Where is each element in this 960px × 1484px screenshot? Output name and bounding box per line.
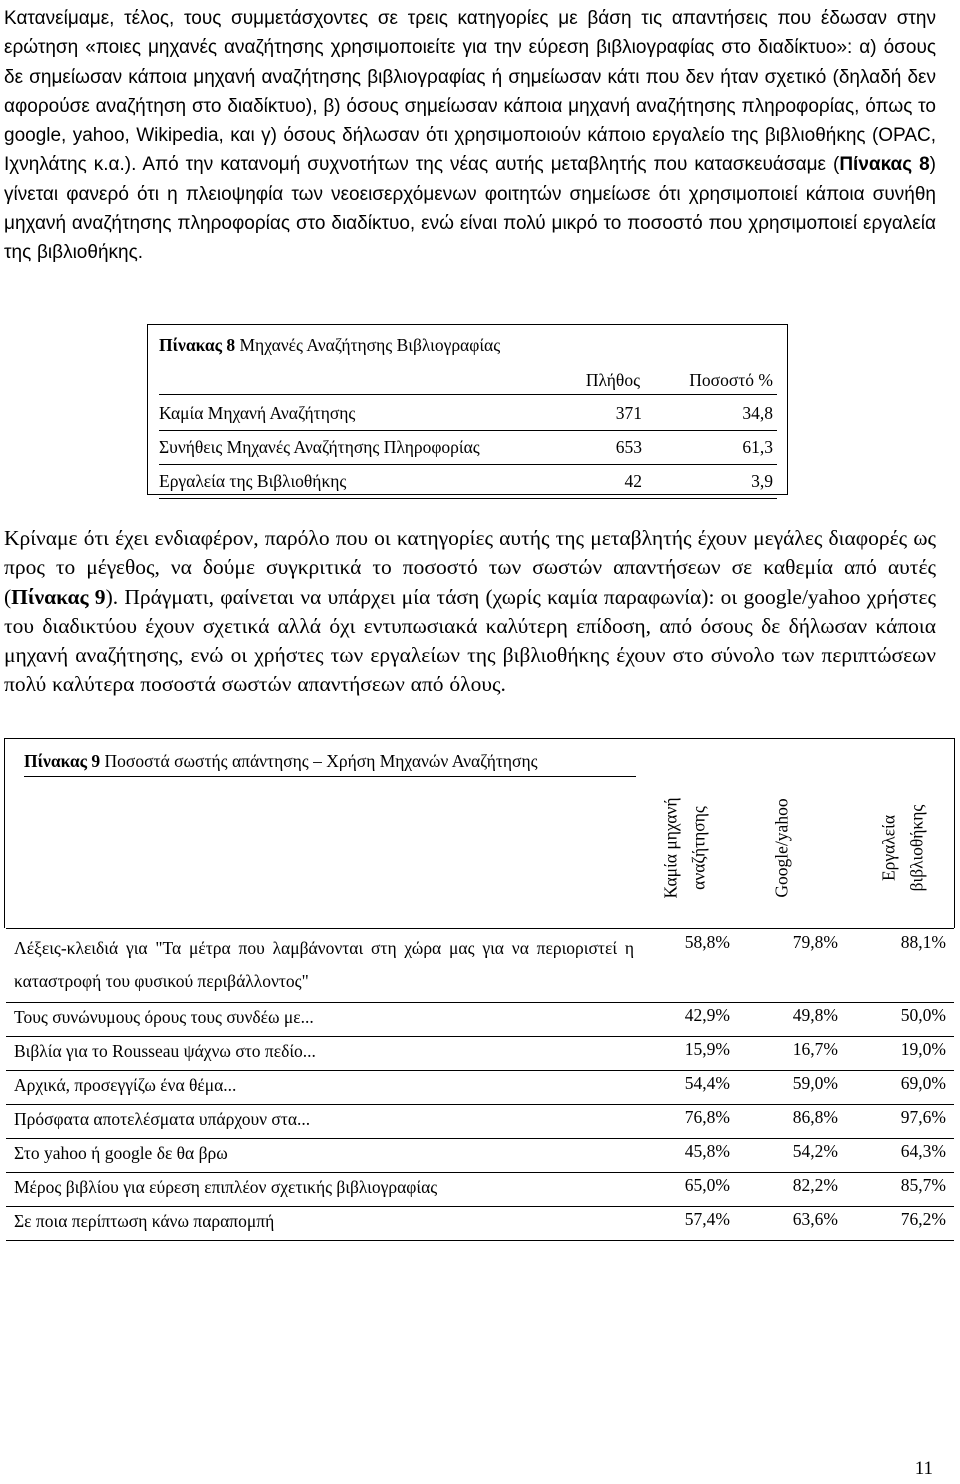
paragraph-engines-text-a: Κατανείμαμε, τέλος, τους συμμετάσχοντες σε τρεις κατηγορίες με βάση τις απαντήσεις που έδωσαν στην ερώτηση «ποιες μηχανές αναζήτησης χρησιμοποιείτε για την εύρεση βιβλιογραφίας στο διαδίκτυο»: α) όσους δε σημείωσαν κάποια μηχανή αναζήτησης βιβλιογραφίας ή σημείωσαν κάτι που δεν ήταν σχετικό (δηλαδή δεν αφορούσε αναζήτηση στο διαδίκτυο), β) όσους σημείωσαν κάποια μηχανή αναζήτησης πληροφορίας, όπως το google, yahoo, Wikipedia, και γ) όσους δήλωσαν ότι χρησιμοποιούν κάποιο εργαλείο της βιβλιοθήκης (OPAC, Ιχνηλάτης κ.α.). Από την κατανομή συχνοτήτων της νέας αυτής μεταβλητής που κατασκευάσαμε ( (4, 8, 936, 176)
table9-value-library: 64,3% (900, 1141, 946, 1161)
table9-value-google: 16,7% (792, 1039, 838, 1059)
table9-caption-rule (24, 776, 636, 777)
table8-row-label: Καμία Μηχανή Αναζήτησης (159, 403, 356, 423)
table9-value-library: 19,0% (900, 1039, 946, 1059)
table8-row-percent: 3,9 (751, 471, 773, 491)
table9-caption (24, 751, 538, 772)
table-row (6, 1206, 954, 1241)
table-row (6, 1070, 954, 1105)
table9-value-google: 86,8% (792, 1107, 838, 1127)
table9-row-label: Τους συνώνυμους όρους τους συνδέω με... (14, 1007, 314, 1027)
table9-value-library: 69,0% (900, 1073, 946, 1093)
table9-value-library: 50,0% (900, 1005, 946, 1025)
table9-value-google: 49,8% (792, 1005, 838, 1025)
table9-value-no-engine: 65,0% (684, 1175, 730, 1195)
table8-row-percent: 61,3 (742, 437, 773, 457)
table8-row-label: Συνήθεις Μηχανές Αναζήτησης Πληροφορίας (159, 437, 480, 457)
table9-header-google (742, 784, 822, 912)
table8-header-count: Πλήθος (585, 370, 640, 390)
table9-caption-title: Ποσοστά σωστής απάντησης – Χρήση Μηχανών Αναζήτησης (100, 751, 538, 771)
table9-value-no-engine: 54,4% (684, 1073, 730, 1093)
table9-value-library: 97,6% (900, 1107, 946, 1127)
table9-value-library: 76,2% (900, 1209, 946, 1229)
table-row (6, 1104, 954, 1139)
table9-value-google: 54,2% (792, 1141, 838, 1161)
table-row (6, 1172, 954, 1207)
table-row (6, 928, 954, 1003)
table8-reference: Πίνακας 8 (839, 154, 930, 176)
table9-value-library: 88,1% (900, 932, 946, 952)
table9-value-google: 82,2% (792, 1175, 838, 1195)
table9-row-label: Αρχικά, προσεγγίζω ένα θέμα... (14, 1075, 237, 1095)
table9-value-google: 59,0% (792, 1073, 838, 1093)
table8-caption (159, 335, 500, 356)
table9-header-no-engine-line2: αναζήτησης (688, 806, 709, 890)
table-row (6, 1036, 954, 1071)
table9-row-label: Μέρος βιβλίου για εύρεση επιπλέον σχετικής βιβλιογραφίας (14, 1177, 438, 1197)
table9-row-label: Σε ποια περίπτωση κάνω παραπομπή (14, 1211, 275, 1231)
table9-caption-label: Πίνακας 9 (24, 751, 101, 771)
table9-header-no-engine (644, 784, 724, 912)
table-8 (147, 324, 788, 495)
table9-row-label: Βιβλία για το Rousseau ψάχνω στο πεδίο... (14, 1041, 316, 1061)
paragraph-engines-text-b: ) γίνεται φανερό ότι η πλειοψηφία των νεοεισερχόμενων φοιτητών σημείωσε ότι χρησιμοποιεί κάποια συνήθη μηχανή αναζήτησης πληροφορίας στο διαδίκτυο, ενώ είναι πολύ μικρό το ποσοστό που χρησιμοποιεί εργαλεία της βιβλιοθήκης. (4, 154, 936, 264)
table9-header-google-label: Google/yahoo (772, 798, 792, 898)
table9-header-no-engine-line1: Καμία μηχανή (660, 797, 681, 899)
table9-row-label: Πρόσφατα αποτελέσματα υπάρχουν στα... (14, 1109, 311, 1129)
table-row (159, 402, 777, 431)
table9-reference: Πίνακας 9 (11, 584, 106, 609)
table9-value-no-engine: 15,9% (684, 1039, 730, 1059)
paragraph-comparison-text-b: ). Πράγματι, φαίνεται να υπάρχει μία τάση (χωρίς καμία παραφωνία): οι google/yahoo χρήστες του διαδικτύου έχουν σχετικά αλλά όχι εντυπωσιακά καλύτερη επίδοση, από όσους δε δήλωσαν κάποια μηχανή αναζήτησης, ενώ οι χρήστες των εργαλείων της βιβλιοθήκης έχουν στο σύνολο των περιπτώσεων πολύ καλύτερα ποσοστά σωστών απαντήσεων από όλους. (4, 584, 937, 697)
table9-value-no-engine: 58,8% (684, 932, 730, 952)
table9-row-label: Στο yahoo ή google δε θα βρω (14, 1143, 228, 1163)
table9-value-no-engine: 76,8% (684, 1107, 730, 1127)
table-9 (4, 738, 956, 1245)
table9-header-library-line1: Εργαλεία (878, 814, 898, 882)
table9-value-google: 79,8% (792, 932, 838, 952)
table9-value-no-engine: 45,8% (684, 1141, 730, 1161)
page-number: 11 (914, 1458, 933, 1479)
paragraph-engines (4, 4, 936, 268)
table8-row-count: 371 (615, 403, 642, 423)
table-row (159, 436, 777, 465)
table-row (6, 1002, 954, 1037)
table9-value-no-engine: 57,4% (684, 1209, 730, 1229)
table-row (159, 470, 777, 499)
table8-header-rule (159, 394, 777, 395)
table8-caption-label: Πίνακας 8 (159, 335, 236, 355)
table8-caption-title: Μηχανές Αναζήτησης Βιβλιογραφίας (235, 335, 501, 355)
table-row (6, 1138, 954, 1173)
table8-row-percent: 34,8 (742, 403, 773, 423)
table9-value-library: 85,7% (900, 1175, 946, 1195)
table9-header-library (862, 784, 942, 912)
table8-row-label: Εργαλεία της Βιβλιοθήκης (159, 471, 347, 491)
table8-header-percent: Ποσοστό % (689, 370, 773, 390)
table9-value-google: 63,6% (792, 1209, 838, 1229)
paragraph-comparison-text-a: Κρίναμε ότι έχει ενδιαφέρον, παρόλο που οι κατηγορίες αυτής της μεταβλητής έχουν μεγάλες διαφορές ως προς το μέγεθος, να δούμε συγκριτικά το ποσοστό των σωστών απαντήσεων σε καθεμία από αυτές ( (4, 526, 936, 609)
table8-row-count: 42 (624, 471, 642, 491)
table8-row-count: 653 (615, 437, 642, 457)
table9-header-library-line2: βιβλιοθήκης (906, 804, 926, 892)
table9-value-no-engine: 42,9% (684, 1005, 730, 1025)
paragraph-comparison (4, 524, 936, 700)
table9-row-label: Λέξεις-κλειδιά για "Τα μέτρα που λαμβάνονται στη χώρα μας για να περιοριστεί η καταστροφή του φυσικού περιβάλλοντος" (14, 938, 634, 991)
